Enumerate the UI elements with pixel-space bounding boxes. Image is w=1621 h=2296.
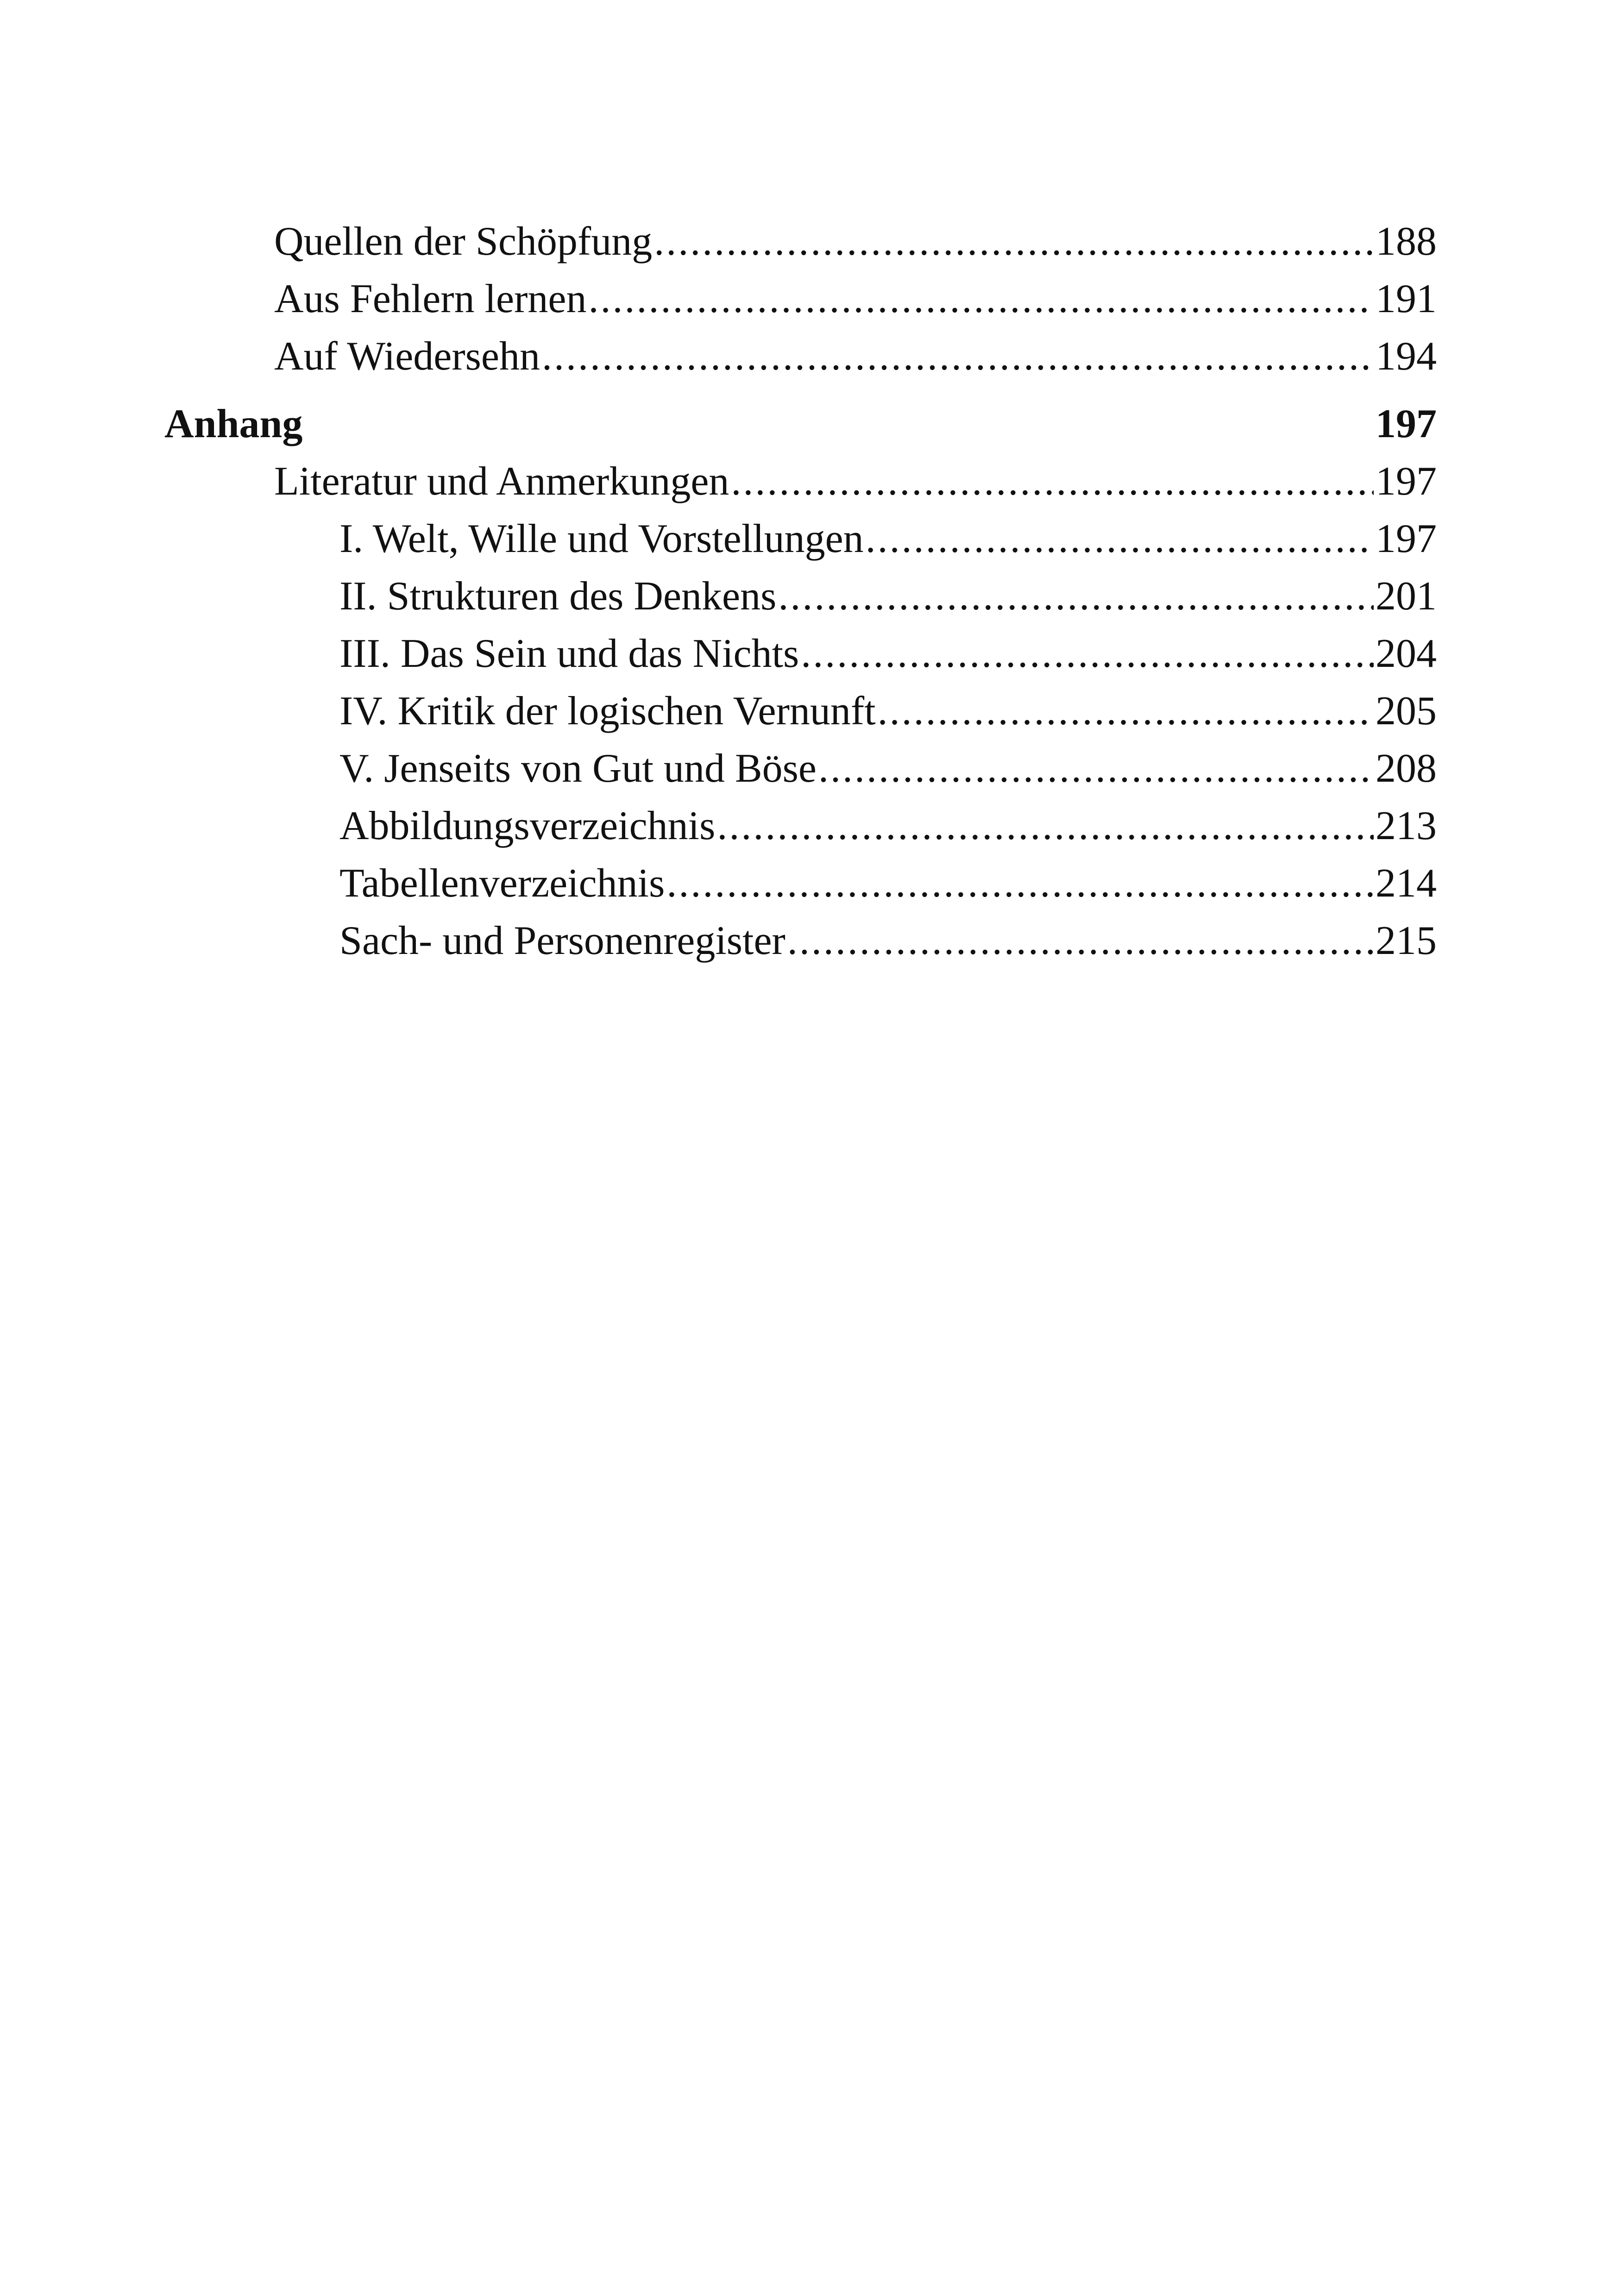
toc-subentry xyxy=(164,568,1437,625)
toc-subentry-page: 208 xyxy=(1376,746,1437,791)
toc-subentry-title: Abbildungsverzeichnis xyxy=(339,803,716,848)
dot-leader xyxy=(654,213,1374,270)
toc-subentry-title: II. Strukturen des Denkens xyxy=(339,574,777,619)
toc-entry-page: 197 xyxy=(1376,459,1437,504)
toc-subentry-title: I. Welt, Wille und Vorstellungen xyxy=(339,516,864,561)
toc-subentry xyxy=(164,797,1437,855)
toc-entry xyxy=(164,213,1437,270)
toc-entry-title: Literatur und Anmerkungen xyxy=(274,459,729,504)
toc-subentry-page: 213 xyxy=(1376,803,1437,848)
section-title: Anhang xyxy=(164,401,303,446)
dot-leader xyxy=(666,855,1374,912)
toc-subentry xyxy=(164,683,1437,740)
toc-entry-page: 188 xyxy=(1376,219,1437,264)
toc-subentry-title: V. Jenseits von Gut und Böse xyxy=(339,746,817,791)
toc-subentry xyxy=(164,912,1437,970)
dot-leader xyxy=(731,453,1374,510)
section-page: 197 xyxy=(1376,401,1437,446)
dot-leader xyxy=(778,568,1374,625)
dot-leader xyxy=(878,683,1374,740)
toc-subentry xyxy=(164,625,1437,683)
dot-leader xyxy=(717,797,1374,855)
dot-leader xyxy=(866,510,1374,568)
toc-subentry-page: 205 xyxy=(1376,689,1437,734)
toc-entry-page: 191 xyxy=(1376,276,1437,321)
toc-entry-title: Aus Fehlern lernen xyxy=(274,276,587,321)
dot-leader xyxy=(787,912,1374,970)
toc-subentry-title: Tabellenverzeichnis xyxy=(339,861,665,906)
dot-leader xyxy=(801,625,1374,683)
toc-section-heading xyxy=(164,395,1437,453)
table-of-contents xyxy=(164,213,1437,970)
toc-subentry-page: 197 xyxy=(1376,516,1437,561)
toc-subentry xyxy=(164,510,1437,568)
toc-subentry xyxy=(164,855,1437,912)
toc-subentry-title: Sach- und Personenregister xyxy=(339,918,785,963)
toc-entry-title: Quellen der Schöpfung xyxy=(274,219,653,264)
toc-entry xyxy=(164,270,1437,328)
dot-leader xyxy=(818,740,1374,797)
dot-leader xyxy=(542,328,1374,385)
toc-entry-page: 194 xyxy=(1376,334,1437,379)
toc-subentry-page: 215 xyxy=(1376,918,1437,963)
toc-entry xyxy=(164,453,1437,510)
toc-entry xyxy=(164,328,1437,385)
toc-subentry xyxy=(164,740,1437,797)
dot-leader xyxy=(588,270,1374,328)
toc-entry-title: Auf Wiedersehn xyxy=(274,334,540,379)
toc-subentry-page: 204 xyxy=(1376,631,1437,676)
toc-subentry-title: III. Das Sein und das Nichts xyxy=(339,631,799,676)
toc-subentry-page: 201 xyxy=(1376,574,1437,619)
toc-subentry-page: 214 xyxy=(1376,861,1437,906)
toc-subentry-title: IV. Kritik der logischen Vernunft xyxy=(339,689,876,734)
